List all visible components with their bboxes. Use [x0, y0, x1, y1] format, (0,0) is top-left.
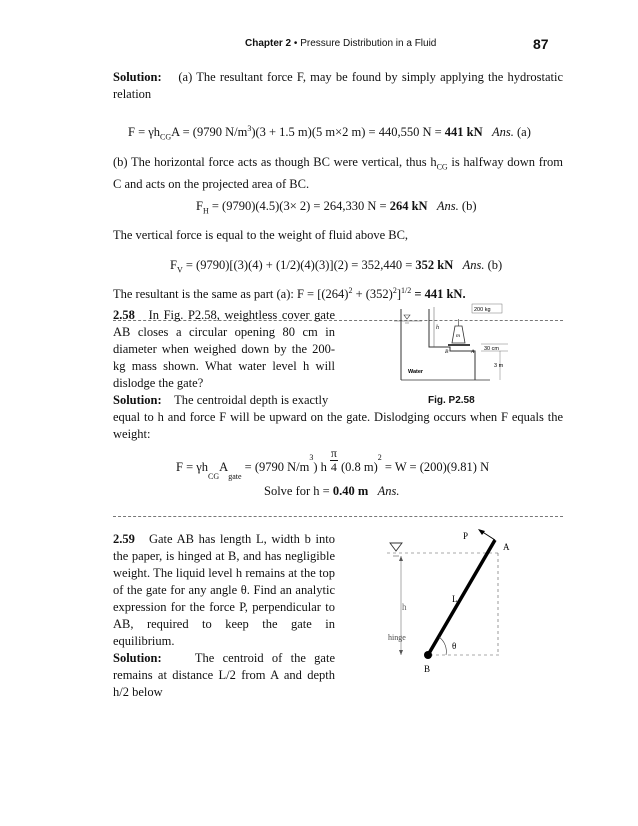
- result-close: ]: [396, 287, 401, 302]
- eq58-ans-tag: Ans.: [377, 484, 400, 498]
- label-h: h: [402, 602, 407, 612]
- solution-label-2-58: Solution:: [113, 393, 162, 407]
- eq-c-answer: 352 kN: [415, 258, 454, 272]
- result-sup1: 2: [348, 286, 353, 295]
- problem-2-58-number: 2.58: [113, 308, 135, 322]
- intro-a-text: (a) The resultant force F, may be found by simply applying the hydrostatic relation: [113, 70, 563, 101]
- label-a: A: [471, 349, 475, 355]
- equation-b: [196, 199, 477, 216]
- eq-a-part2: )(3 + 1.5 m)(5 m×2 m) = 440,550 N =: [251, 125, 445, 140]
- result-part1: The resultant is the same as part (a): F = [(264): [113, 287, 349, 302]
- equation-c: [170, 258, 502, 275]
- eq-b-rest: = (9790)(4.5)(3× 2) = 264,330 N =: [208, 199, 390, 213]
- eq-c-part-label: (b): [487, 258, 503, 272]
- problem-2-58-text: [113, 307, 335, 392]
- equation-2-58-solve: [264, 484, 400, 499]
- label-theta: θ: [452, 641, 457, 651]
- eq58-part4: = W = (200)(9.81) N: [381, 460, 490, 475]
- hinge-point: [424, 651, 432, 659]
- intro-c: The vertical force is equal to the weight of fluid above BC,: [113, 228, 409, 242]
- chapter-title: Pressure Distribution in a Fluid: [300, 38, 437, 49]
- intro-b-sub: CG: [436, 162, 448, 172]
- result-mid: + (352): [352, 287, 393, 302]
- eq58-sup2: 2: [377, 453, 382, 462]
- problem-2-59-number: 2.59: [113, 532, 135, 546]
- solution-2-57-intro: [113, 69, 563, 103]
- solution-2-59-text: [113, 650, 335, 701]
- eq-b-answer: 264 kN: [389, 199, 428, 213]
- solution-2-58-line2: equal to h and force F will be upward on the gate. Dislodging occurs when F equals the weight:: [113, 410, 563, 441]
- label-l: L: [452, 594, 458, 604]
- eq-c-rest: = (9790)[(3)(4) + (1/2)(4)(3)](2) = 352,440 =: [182, 258, 416, 272]
- chapter-heading: [245, 38, 436, 49]
- eq-a-part-label: (a): [517, 125, 531, 140]
- theta-arc: [439, 637, 446, 655]
- force-p-arrowhead: [478, 529, 485, 535]
- eq58-sub-gate: gate: [228, 471, 242, 481]
- water-surface-icon: [390, 543, 402, 551]
- eq58-fraction: [330, 447, 338, 474]
- label-hinge: hinge: [388, 633, 406, 642]
- equation-a: [128, 124, 531, 142]
- label-water: Water: [408, 369, 424, 375]
- label-mass: 200 kg: [474, 307, 491, 313]
- eq58-sub-cg: CG: [208, 471, 220, 481]
- label-m: m: [456, 333, 460, 339]
- intro-b: [113, 154, 563, 193]
- eq-a-answer: 441 kN: [444, 125, 483, 140]
- label-p: P: [463, 531, 469, 541]
- eq58-lhs: F = γh: [176, 460, 209, 475]
- label-3m: 3 m: [494, 363, 504, 369]
- eq58-frac-den: 4: [330, 460, 337, 474]
- eq-b-lhs: F: [196, 199, 203, 213]
- label-30cm: 30 cm: [484, 346, 499, 352]
- label-h: h: [436, 325, 439, 331]
- label-a: A: [503, 542, 510, 552]
- solution-2-58-text1: The centroidal depth is exactly: [174, 393, 329, 407]
- eq58-answer: 0.40 m: [332, 484, 369, 498]
- eq58-part3: (0.8 m): [340, 460, 378, 475]
- intro-b-part1: (b) The horizontal force acts as though BC were vertical, thus h: [113, 155, 437, 169]
- result-sup3: 1/2: [401, 286, 412, 295]
- solution-label: Solution:: [113, 70, 162, 84]
- solution-2-59-statement: The centroid of the gate remains at distance L/2 from A and depth h/2 below: [113, 651, 335, 699]
- eq-b-ans-tag: Ans.: [436, 199, 459, 213]
- resultant-line: [113, 286, 466, 302]
- eq-c-sub: V: [176, 265, 183, 275]
- chapter-number: Chapter 2: [245, 38, 292, 49]
- result-answer: = 441 kN.: [411, 287, 466, 302]
- eq-a-lhs: F = γh: [128, 125, 161, 140]
- bullet-separator: •: [293, 38, 298, 49]
- figure-p2-59: [384, 526, 534, 678]
- page-number: 87: [533, 36, 549, 52]
- label-b: B: [445, 349, 449, 355]
- section-divider-2: [113, 516, 563, 517]
- eq-c-lhs: F: [170, 258, 177, 272]
- eq-a-ans-tag: Ans.: [492, 125, 514, 140]
- eq-c-ans-tag: Ans.: [462, 258, 485, 272]
- eq-b-sub: H: [202, 206, 209, 216]
- eq58-a: A: [219, 460, 229, 475]
- eq58-frac-num: π: [330, 446, 337, 460]
- problem-2-59-text: [113, 531, 335, 650]
- figure-caption-p2-58: Fig. P2.58: [428, 395, 475, 406]
- label-b: B: [424, 664, 431, 674]
- solution-label-2-59: Solution:: [113, 651, 162, 665]
- problem-2-59-statement: Gate AB has length L, width b into the paper, is hinged at B, and has negligible weight. The liquid level h remains at the top of the gate for any angle θ. Find an analytic expression for the force P, perpendicular to AB, required to keep the gate in equilibrium.: [113, 532, 336, 648]
- h-arrow-top: [399, 556, 403, 561]
- h-arrow-bottom: [399, 650, 403, 655]
- eq-a-part1: A = (9790 N/m: [171, 125, 248, 140]
- equation-2-58: [176, 446, 490, 481]
- solution-2-58-line1: [113, 392, 363, 409]
- problem-2-58-statement: In Fig. P2.58, weightless cover gate AB closes a circular opening 80 cm in diameter when weighed down by the 200-kg mass shown. What water level h will dislodge the gate?: [113, 308, 336, 390]
- result-sup2: 2: [392, 286, 397, 295]
- eq-a-sub: CG: [160, 132, 172, 142]
- eq58-solve-pre: Solve for h =: [264, 484, 333, 498]
- eq-a-sup: 3: [247, 124, 252, 133]
- figure-p2-58: [388, 301, 513, 387]
- gate-ab: [428, 540, 495, 655]
- intro-b-part2: is halfway down from C and acts on the projected area of BC.: [113, 155, 563, 191]
- eq58-part1: = (9790 N/m: [241, 460, 310, 475]
- eq58-part2: ) h: [313, 460, 327, 475]
- water-level-icon: [404, 315, 410, 319]
- page-header: [0, 36, 638, 54]
- eq58-sup: 3: [309, 453, 314, 462]
- eq-b-part-label: (b): [461, 199, 477, 213]
